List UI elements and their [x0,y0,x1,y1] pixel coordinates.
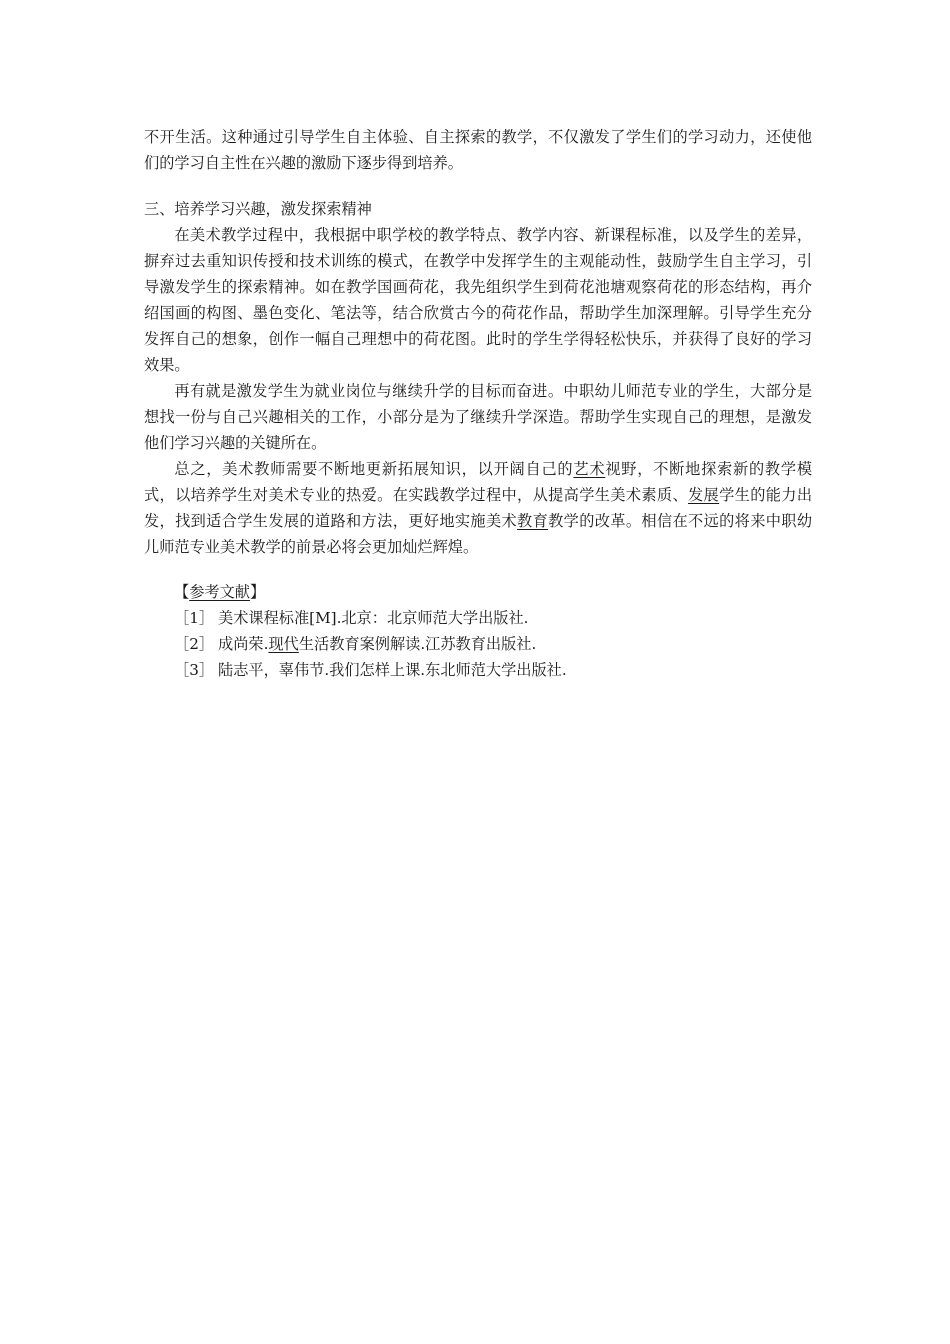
paragraph-spacer [144,176,812,196]
section-paragraph-2: 再有就是激发学生为就业岗位与继续升学的目标而奋进。中职幼儿师范专业的学生，大部分是想找一份与自己兴趣相关的工作，小部分是为了继续升学深造。帮助学生实现自己的理想，是激发他们学习兴趣的关键所在。 [144,382,812,452]
document-page [144,124,812,683]
paragraph-text: 总之，美术教师需要不断地更新拓展知识，以开阔自己的 [174,460,574,478]
reference-number: ［1］ [174,609,215,627]
reference-item-3 [174,657,812,683]
reference-text: 生活教育案例解读.江苏教育出版社. [298,635,537,653]
paragraph-text: 教学的改革。相信在不远的将来中职幼儿师范专业美术教学的前景必将会更加灿烂辉煌。 [144,512,813,556]
bracket-close: 】 [249,583,266,601]
bracket-open: 【 [174,583,190,601]
section-paragraph-1: 在美术教学过程中，我根据中职学校的教学特点、教学内容、新课程标准，以及学生的差异，摒弃过去重知识传授和技术训练的模式，在教学中发挥学生的主观能动性，鼓励学生自主学习，引导激发学生的探索精神。如在教学国画荷花，我先组织学生到荷花池塘观察荷花的形态结构，再介绍国画的构图、墨色变化、笔法等，结合欣赏古今的荷花作品，帮助学生加深理解。引导学生充分发挥自己的想象，创作一幅自己理想中的荷花图。此时的学生学得轻松快乐，并获得了良好的学习效果。 [144,226,812,374]
section-heading: 三、培养学习兴趣，激发探索精神 [144,200,372,218]
reference-number: ［3］ [174,661,215,679]
references-section [144,579,812,683]
education-link[interactable]: 教育 [517,512,549,530]
reference-text: 陆志平，辜伟节.我们怎样上课.东北师范大学出版社. [218,661,567,679]
development-link[interactable]: 发展 [688,486,720,504]
paragraph-text: 视野，不断地探索新的教学模式，以培养学生对美术专业的热爱。在实践教学过程中，从提高学生美术素质、 [144,460,813,504]
section-paragraph-3 [144,456,812,560]
reference-text: 成尚荣. [218,635,269,653]
reference-item-2 [174,631,812,657]
modern-link[interactable]: 现代 [268,635,299,653]
reference-item-1 [174,605,812,631]
art-link[interactable]: 艺术 [573,460,606,478]
references-title [174,579,812,605]
reference-text: 美术课程标准[M].北京：北京师范大学出版社. [218,609,529,627]
intro-paragraph: 不开生活。这种通过引导学生自主体验、自主探索的教学，不仅激发了学生们的学习动力，还使他们的学习自主性在兴趣的激励下逐步得到培养。 [144,128,812,172]
references-link[interactable]: 参考文献 [189,583,250,601]
paragraph-text: 学生的能力出发，找到适合学生发展的道路和方法，更好地实施美术 [144,486,813,530]
reference-number: ［2］ [174,635,215,653]
